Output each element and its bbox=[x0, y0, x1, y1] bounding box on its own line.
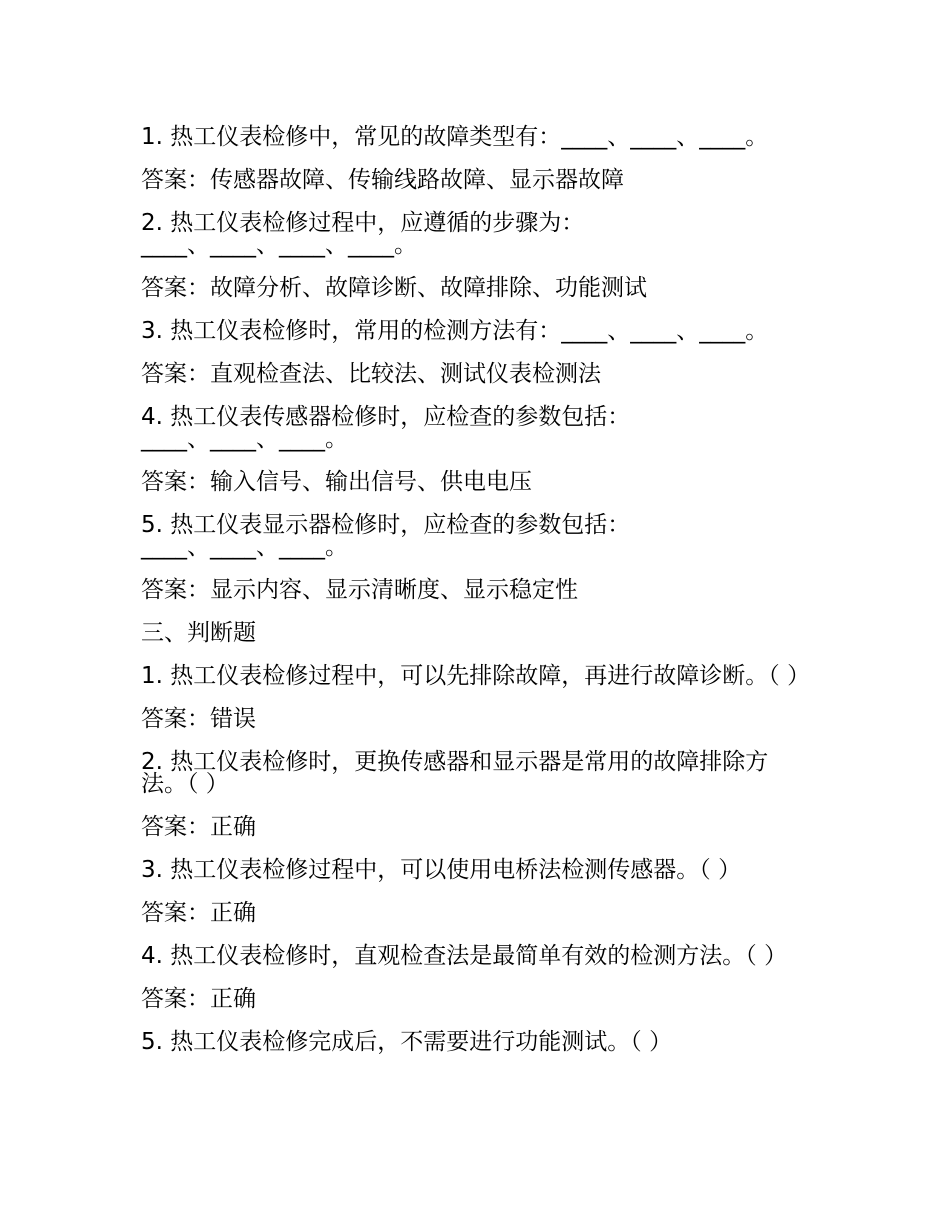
question-text: 1. 热工仪表检修过程中，可以先排除故障，再进行故障诊断。（ ） bbox=[141, 663, 811, 689]
answer-text: 答案：错误 bbox=[141, 706, 256, 732]
question-text: 3. 热工仪表检修时，常用的检测方法有：____、____、____。 bbox=[141, 318, 769, 344]
question-text: 4. 热工仪表检修时，直观检查法是最简单有效的检测方法。（ ） bbox=[141, 943, 788, 969]
answer-text: 答案：显示内容、显示清晰度、显示稳定性 bbox=[141, 577, 578, 603]
answer-text: 答案：输入信号、输出信号、供电电压 bbox=[141, 469, 532, 495]
answer-text: 答案：正确 bbox=[141, 814, 256, 840]
question-text: 3. 热工仪表检修过程中，可以使用电桥法检测传感器。（ ） bbox=[141, 857, 742, 883]
answer-text: 答案：故障分析、故障诊断、故障排除、功能测试 bbox=[141, 275, 647, 301]
answer-text: 答案：正确 bbox=[141, 900, 256, 926]
answer-text: 答案：传感器故障、传输线路故障、显示器故障 bbox=[141, 167, 624, 193]
question-text-continued: ____、____、____。 bbox=[141, 534, 348, 560]
question-text: 2. 热工仪表检修时，更换传感器和显示器是常用的故障排除方法。（ ） bbox=[141, 749, 769, 797]
question-text-continued: ____、____、____、____。 bbox=[141, 232, 417, 258]
section-title: 三、判断题 bbox=[141, 620, 256, 646]
question-text-continued: ____、____、____。 bbox=[141, 426, 348, 452]
answer-text: 答案：直观检查法、比较法、测试仪表检测法 bbox=[141, 361, 601, 387]
document-body bbox=[141, 124, 811, 1055]
question-text: 5. 热工仪表检修完成后，不需要进行功能测试。（ ） bbox=[141, 1029, 673, 1055]
question-text: 2. 热工仪表检修过程中，应遵循的步骤为： bbox=[141, 210, 585, 236]
answer-text: 答案：正确 bbox=[141, 986, 256, 1012]
question-text: 1. 热工仪表检修中，常见的故障类型有：____、____、____。 bbox=[141, 124, 769, 150]
question-text: 5. 热工仪表显示器检修时，应检查的参数包括： bbox=[141, 512, 631, 538]
question-text: 4. 热工仪表传感器检修时，应检查的参数包括： bbox=[141, 404, 631, 430]
